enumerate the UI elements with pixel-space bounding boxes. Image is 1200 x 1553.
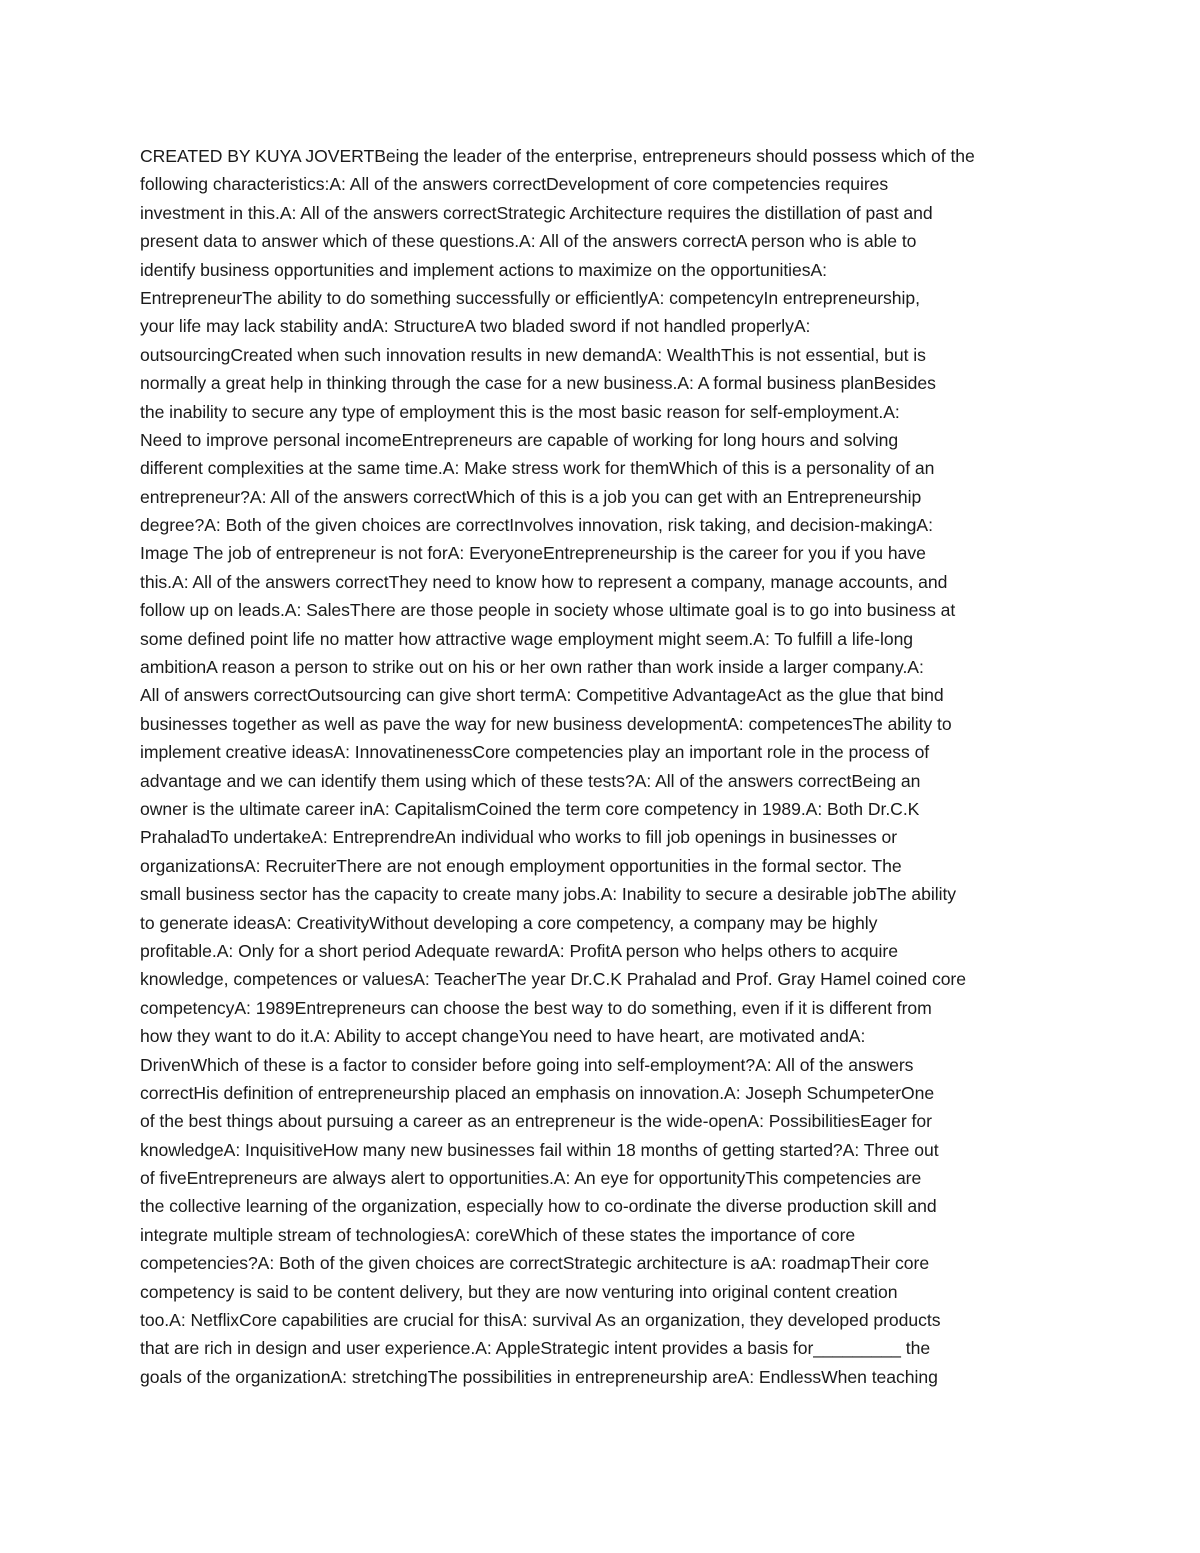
text-line-26: organizationsA: RecruiterThere are not enough employment opportunities in the formal sector. The	[140, 855, 902, 876]
text-line-40: competencies?A: Both of the given choices are correctStrategic architecture is aA: roadmapTheir core	[140, 1253, 930, 1274]
text-line-38: the collective learning of the organization, especially how to co-ordinate the diverse production skill and	[140, 1196, 937, 1217]
text-line-4: present data to answer which of these questions.A: All of the answers correctA person who is able to	[140, 231, 917, 252]
text-line-32: how they want to do it.A: Ability to accept changeYou need to have heart, are motivated andA:	[140, 1026, 866, 1047]
text-line-24: owner is the ultimate career inA: CapitalismCoined the term core competency in 1989.A: Both Dr.C.K	[140, 798, 920, 819]
text-line-8: outsourcingCreated when such innovation results in new demandA: WealthThis is not essential, but is	[140, 344, 926, 365]
text-line-25: PrahaladTo undertakeA: EntreprendreAn individual who works to fill job openings in businesses or	[140, 827, 898, 848]
text-line-16: this.A: All of the answers correctThey need to know how to represent a company, manage accounts, and	[140, 571, 948, 592]
text-line-22: implement creative ideasA: InnovatinenessCore competencies play an important role in the process of	[140, 742, 930, 763]
text-line-31: competencyA: 1989Entrepreneurs can choose the best way to do something, even if it is different from	[140, 997, 932, 1018]
text-line-33: DrivenWhich of these is a factor to consider before going into self-employment?A: All of the answers	[140, 1054, 914, 1075]
text-line-5: identify business opportunities and implement actions to maximize on the opportunitiesA:	[140, 259, 828, 280]
text-line-12: different complexities at the same time.A: Make stress work for themWhich of this is a personality of an	[140, 458, 935, 479]
text-line-3: investment in this.A: All of the answers correctStrategic Architecture requires the distillation of past and	[140, 202, 933, 223]
text-line-15: Image The job of entrepreneur is not forA: EveryoneEntrepreneurship is the career for you if you have	[140, 543, 926, 564]
text-line-44: goals of the organizationA: stretchingThe possibilities in entrepreneurship areA: EndlessWhen teaching	[140, 1366, 938, 1387]
text-line-28: to generate ideasA: CreativityWithout developing a core competency, a company may be highly	[140, 912, 878, 933]
text-line-21: businesses together as well as pave the way for new business developmentA: competencesThe ability to	[140, 713, 952, 734]
text-line-35: of the best things about pursuing a career as an entrepreneur is the wide-openA: PossibilitiesEager for	[140, 1111, 932, 1132]
text-line-6: EntrepreneurThe ability to do something successfully or efficientlyA: competencyIn entrepreneurship,	[140, 287, 920, 308]
text-line-10: the inability to secure any type of employment this is the most basic reason for self-employment.A:	[140, 401, 900, 422]
text-line-9: normally a great help in thinking through the case for a new business.A: A formal business planBesides	[140, 373, 936, 394]
text-line-39: integrate multiple stream of technologiesA: coreWhich of these states the importance of core	[140, 1224, 856, 1245]
text-line-7: your life may lack stability andA: StructureA two bladed sword if not handled properlyA:	[140, 316, 811, 337]
text-line-34: correctHis definition of entrepreneurship placed an emphasis on innovation.A: Joseph SchumpeterOne	[140, 1082, 935, 1103]
text-line-30: knowledge, competences or valuesA: TeacherThe year Dr.C.K Prahalad and Prof. Gray Hamel coined core	[140, 969, 966, 990]
text-line-29: profitable.A: Only for a short period Adequate rewardA: ProfitA person who helps others to acquire	[140, 940, 898, 961]
text-line-20: All of answers correctOutsourcing can give short termA: Competitive AdvantageAct as the glue that bind	[140, 685, 944, 706]
text-line-42: too.A: NetflixCore capabilities are crucial for thisA: survival As an organization, they developed products	[140, 1310, 941, 1331]
text-line-19: ambitionA reason a person to strike out on his or her own rather than work inside a larger company.A:	[140, 657, 924, 678]
text-line-11: Need to improve personal incomeEntrepreneurs are capable of working for long hours and solving	[140, 429, 899, 450]
text-line-1: CREATED BY KUYA JOVERTBeing the leader of the enterprise, entrepreneurs should possess which of the	[140, 146, 975, 166]
text-line-18: some defined point life no matter how attractive wage employment might seem.A: To fulfill a life-long	[140, 628, 914, 649]
text-line-27: small business sector has the capacity to create many jobs.A: Inability to secure a desirable jobThe ability	[140, 884, 957, 905]
text-line-17: follow up on leads.A: SalesThere are those people in society whose ultimate goal is to go into business at	[140, 600, 956, 621]
text-line-13: entrepreneur?A: All of the answers correctWhich of this is a job you can get with an Entrepreneurship	[140, 486, 922, 507]
text-line-43: that are rich in design and user experience.A: AppleStrategic intent provides a basis for_________ the	[140, 1338, 931, 1359]
text-line-37: of fiveEntrepreneurs are always alert to opportunities.A: An eye for opportunityThis competencies are	[140, 1168, 922, 1189]
document-body-text	[140, 142, 1066, 1397]
text-line-2: following characteristics:A: All of the answers correctDevelopment of core competencies requires	[140, 174, 889, 195]
text-line-41: competency is said to be content delivery, but they are now venturing into original content creation	[140, 1281, 898, 1302]
text-line-14: degree?A: Both of the given choices are correctInvolves innovation, risk taking, and decision-makingA:	[140, 515, 933, 536]
text-line-23: advantage and we can identify them using which of these tests?A: All of the answers correctBeing an	[140, 770, 921, 791]
text-line-36: knowledgeA: InquisitiveHow many new businesses fail within 18 months of getting started?A: Three out	[140, 1139, 939, 1160]
